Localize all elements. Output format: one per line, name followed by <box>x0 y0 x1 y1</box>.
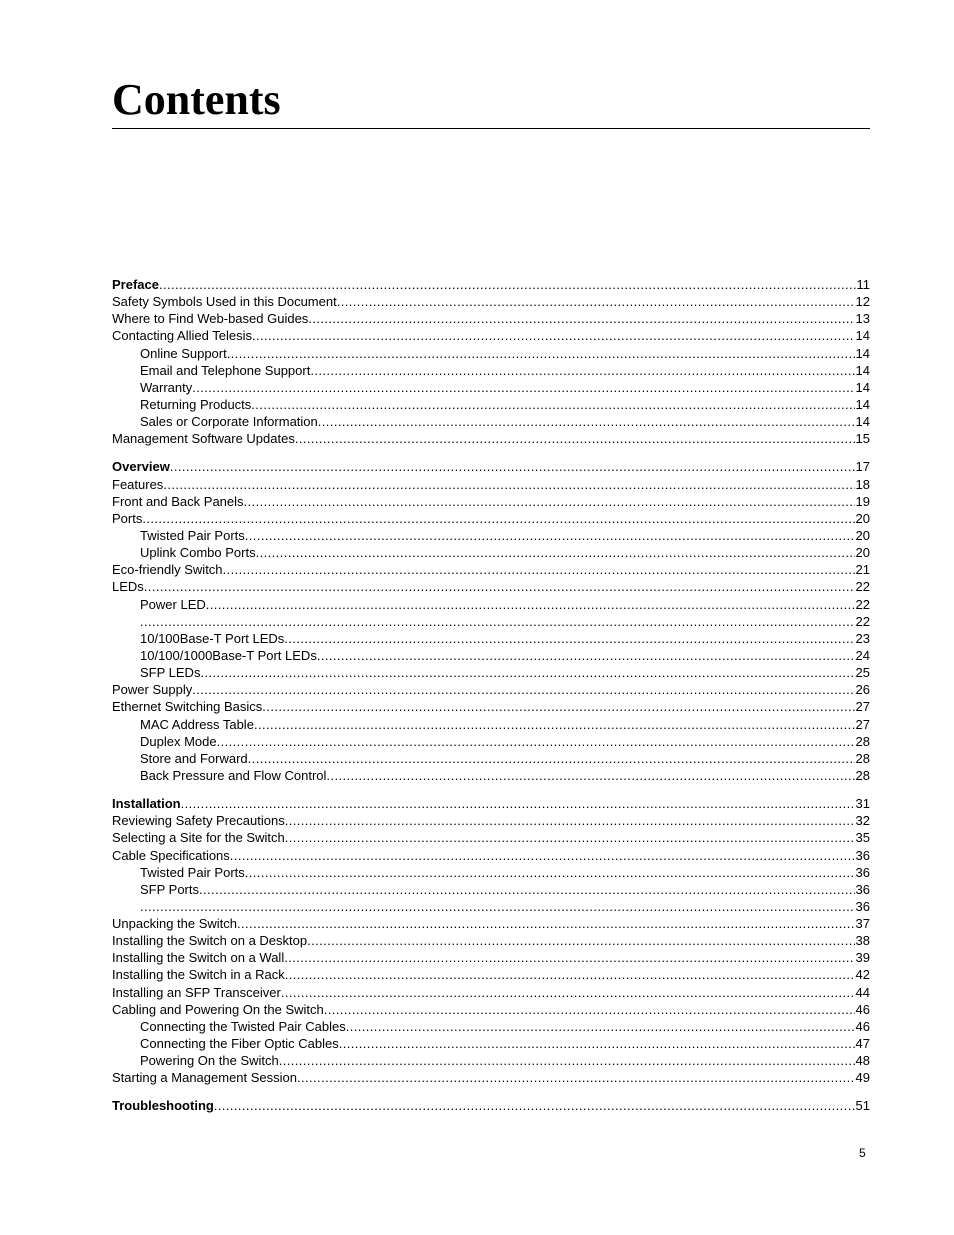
dot-leader <box>317 647 855 664</box>
dot-leader <box>142 510 854 527</box>
toc-entry-page: 49 <box>855 1070 870 1086</box>
dot-leader <box>262 698 854 715</box>
toc-entry[interactable] <box>112 596 870 613</box>
toc-entry-label: Store and Forward <box>140 750 248 766</box>
dot-leader <box>170 458 855 475</box>
toc-entry-label: Warranty <box>140 379 193 395</box>
toc-entry[interactable] <box>112 1001 870 1018</box>
dot-leader <box>245 527 855 544</box>
toc-entry[interactable] <box>112 915 870 932</box>
toc-entry-label: Duplex Mode <box>140 733 217 749</box>
toc-entry-label: Powering On the Switch <box>140 1053 279 1069</box>
toc-entry-page: 44 <box>855 984 870 1000</box>
toc-entry[interactable] <box>112 1035 870 1052</box>
toc-entry-label: Twisted Pair Ports <box>140 864 245 880</box>
toc-entry-page: 14 <box>855 362 870 378</box>
toc-entry-page: 22 <box>855 613 870 629</box>
toc-entry[interactable] <box>112 493 870 510</box>
toc-entry[interactable] <box>112 630 870 647</box>
toc-entry[interactable] <box>112 310 870 327</box>
toc-entry-label: Troubleshooting <box>112 1098 214 1114</box>
toc-entry[interactable] <box>112 413 870 430</box>
toc-entry[interactable] <box>112 795 870 812</box>
toc-entry-label: Power Supply <box>112 682 193 698</box>
toc-entry-page: 19 <box>855 493 870 509</box>
dot-leader <box>199 881 855 898</box>
dot-leader <box>223 561 855 578</box>
toc-entry-page: 14 <box>855 414 870 430</box>
dot-leader <box>308 310 854 327</box>
toc-entry[interactable] <box>112 362 870 379</box>
toc-entry-label: Uplink Combo Ports <box>140 545 256 561</box>
dot-leader <box>192 379 854 396</box>
toc-entry-page: 18 <box>855 476 870 492</box>
toc-entry-label: Sales or Corporate Information <box>140 414 318 430</box>
toc-entry-label: Unpacking the Switch <box>112 916 238 932</box>
toc-entry[interactable] <box>112 750 870 767</box>
toc-entry-label: Overview <box>112 459 170 475</box>
dot-leader <box>318 413 855 430</box>
toc-entry-label: Installing the Switch on a Desktop <box>112 933 308 949</box>
toc-entry-page: 14 <box>855 328 870 344</box>
toc-entry-page: 46 <box>855 1001 870 1017</box>
toc-entry-label: Installing an SFP Transceiver <box>112 984 281 1000</box>
toc-entry-label: Where to Find Web-based Guides <box>112 311 309 327</box>
page-number: 5 <box>859 1146 866 1160</box>
dot-leader <box>217 733 855 750</box>
toc-entry-page: 28 <box>855 767 870 783</box>
toc-entry-label: Returning Products <box>140 396 252 412</box>
toc-entry-label: Connecting the Fiber Optic Cables <box>140 1036 339 1052</box>
toc-entry[interactable] <box>112 544 870 561</box>
toc-entry[interactable] <box>112 1097 870 1114</box>
toc-entry-page: 47 <box>855 1036 870 1052</box>
toc-entry-label: Installation <box>112 796 181 812</box>
toc-entry[interactable] <box>112 664 870 681</box>
toc-entry[interactable] <box>112 327 870 344</box>
toc-entry-page: 11 <box>856 277 870 292</box>
dot-leader <box>245 864 855 881</box>
toc-entry-page: 14 <box>855 345 870 361</box>
toc-entry[interactable] <box>112 396 870 413</box>
toc-entry-page: 21 <box>855 562 870 578</box>
toc-entry-label: Twisted Pair Ports <box>140 527 245 543</box>
toc-entry-page: 36 <box>855 847 870 863</box>
toc-entry[interactable] <box>112 510 870 527</box>
toc-entry[interactable] <box>112 681 870 698</box>
toc-entry-page: 28 <box>855 750 870 766</box>
dot-leader <box>285 812 855 829</box>
toc-entry[interactable] <box>112 898 870 915</box>
dot-leader <box>140 898 855 915</box>
toc-entry[interactable] <box>112 345 870 362</box>
dot-leader <box>206 596 855 613</box>
dot-leader <box>284 630 854 647</box>
toc-entry-label: SFP Ports <box>140 881 200 897</box>
dot-leader <box>252 327 855 344</box>
toc-entry[interactable] <box>112 561 870 578</box>
dot-leader <box>159 276 856 293</box>
toc-entry-label: 10/100Base-T Port LEDs <box>140 630 285 646</box>
toc-entry[interactable] <box>112 716 870 733</box>
toc-entry-page: 27 <box>855 699 870 715</box>
toc-entry-label: Front and Back Panels <box>112 493 244 509</box>
dot-leader <box>310 362 854 379</box>
toc-entry[interactable] <box>112 733 870 750</box>
dot-leader <box>337 293 855 310</box>
dot-leader <box>144 578 855 595</box>
toc-entry[interactable] <box>112 984 870 1001</box>
toc-entry[interactable] <box>112 430 870 447</box>
toc-entry-label: MAC Address Table <box>140 716 254 732</box>
dot-leader <box>200 664 854 681</box>
dot-leader <box>256 544 855 561</box>
toc-entry-page: 46 <box>855 1018 870 1034</box>
dot-leader <box>237 915 855 932</box>
toc-entry-page: 31 <box>855 796 870 812</box>
toc-entry-page: 28 <box>855 733 870 749</box>
dot-leader <box>279 1052 855 1069</box>
toc-entry[interactable] <box>112 458 870 475</box>
toc-entry[interactable] <box>112 1018 870 1035</box>
dot-leader <box>324 1001 855 1018</box>
dot-leader <box>244 493 855 510</box>
toc-entry[interactable] <box>112 698 870 715</box>
page-title: Contents <box>112 75 281 124</box>
toc-entry-label: Starting a Management Session <box>112 1070 297 1086</box>
toc-entry[interactable] <box>112 1052 870 1069</box>
dot-leader <box>140 613 855 630</box>
toc-entry[interactable] <box>112 966 870 983</box>
dot-leader <box>307 932 854 949</box>
toc-entry-page: 26 <box>855 682 870 698</box>
toc-entry-label: Selecting a Site for the Switch <box>112 830 285 846</box>
dot-leader <box>214 1097 855 1114</box>
toc-entry[interactable] <box>112 613 870 630</box>
toc-entry[interactable] <box>112 276 870 293</box>
dot-leader <box>285 829 855 846</box>
dot-leader <box>281 984 855 1001</box>
dot-leader <box>163 476 854 493</box>
dot-leader <box>295 430 855 447</box>
dot-leader <box>285 966 855 983</box>
dot-leader <box>181 795 855 812</box>
toc-entry-page: 32 <box>855 813 870 829</box>
toc-entry-label: Ethernet Switching Basics <box>112 699 263 715</box>
toc-entry-label: 10/100/1000Base-T Port LEDs <box>140 647 317 663</box>
toc-entry-label: Reviewing Safety Precautions <box>112 813 285 829</box>
toc-entry-page: 12 <box>855 294 870 310</box>
toc-entry-label: Power LED <box>140 596 206 612</box>
toc-entry[interactable] <box>112 476 870 493</box>
toc-entry-page: 20 <box>855 545 870 561</box>
toc-entry[interactable] <box>112 767 870 784</box>
toc-entry[interactable] <box>112 527 870 544</box>
toc-entry-label: Eco-friendly Switch <box>112 562 223 578</box>
toc-entry-page: 15 <box>855 431 870 447</box>
toc-entry-page: 23 <box>855 630 870 646</box>
toc-entry-page: 36 <box>855 898 870 914</box>
dot-leader <box>326 767 854 784</box>
dot-leader <box>251 396 854 413</box>
toc-entry[interactable] <box>112 847 870 864</box>
toc-entry-page: 20 <box>855 510 870 526</box>
toc-entry-label: LEDs <box>112 579 144 595</box>
toc-entry-page: 39 <box>855 950 870 966</box>
dot-leader <box>192 681 854 698</box>
toc-entry[interactable] <box>112 647 870 664</box>
toc-entry-page: 27 <box>855 716 870 732</box>
toc-entry-label: Installing the Switch in a Rack <box>112 967 285 983</box>
toc-entry-page: 37 <box>855 916 870 932</box>
dot-leader <box>254 716 855 733</box>
dot-leader <box>346 1018 855 1035</box>
toc-entry-label: Ports <box>112 510 143 526</box>
toc-entry-label: SFP LEDs <box>140 665 201 681</box>
toc-entry-page: 14 <box>855 379 870 395</box>
dot-leader <box>339 1035 855 1052</box>
toc-entry-label: Connecting the Twisted Pair Cables <box>140 1018 346 1034</box>
table-of-contents <box>112 276 870 1115</box>
toc-entry-page: 38 <box>855 933 870 949</box>
toc-entry-label: Cabling and Powering On the Switch <box>112 1001 324 1017</box>
toc-entry[interactable] <box>112 379 870 396</box>
toc-entry-page: 22 <box>855 579 870 595</box>
toc-entry[interactable] <box>112 578 870 595</box>
toc-entry-label: Back Pressure and Flow Control <box>140 767 327 783</box>
toc-entry-label: Cable Specifications <box>112 847 230 863</box>
toc-entry[interactable] <box>112 812 870 829</box>
dot-leader <box>227 345 855 362</box>
dot-leader <box>297 1069 855 1086</box>
dot-leader <box>230 847 855 864</box>
toc-entry[interactable] <box>112 293 870 310</box>
toc-entry-label: Features <box>112 476 164 492</box>
dot-leader <box>284 949 854 966</box>
toc-entry-label: Installing the Switch on a Wall <box>112 950 285 966</box>
toc-entry-label: Management Software Updates <box>112 431 295 447</box>
toc-entry-label: Email and Telephone Support <box>140 362 311 378</box>
toc-entry-page: 22 <box>855 596 870 612</box>
toc-entry-label: Online Support <box>140 345 227 361</box>
toc-entry[interactable] <box>112 949 870 966</box>
toc-entry[interactable] <box>112 1069 870 1086</box>
toc-entry-page: 36 <box>855 881 870 897</box>
toc-entry-page: 42 <box>855 967 870 983</box>
toc-entry[interactable] <box>112 881 870 898</box>
toc-entry[interactable] <box>112 932 870 949</box>
toc-entry-page: 51 <box>855 1098 870 1114</box>
dot-leader <box>248 750 855 767</box>
toc-entry[interactable] <box>112 864 870 881</box>
title-rule <box>112 128 870 129</box>
toc-entry-page: 25 <box>855 665 870 681</box>
toc-entry[interactable] <box>112 829 870 846</box>
toc-entry-page: 13 <box>855 311 870 327</box>
toc-entry-page: 36 <box>855 864 870 880</box>
toc-entry-label: Preface <box>112 277 159 292</box>
toc-entry-page: 17 <box>855 459 870 475</box>
toc-entry-page: 20 <box>855 527 870 543</box>
toc-entry-page: 14 <box>855 396 870 412</box>
toc-entry-label: Safety Symbols Used in this Document <box>112 294 337 310</box>
toc-entry-page: 35 <box>855 830 870 846</box>
toc-entry-page: 48 <box>855 1053 870 1069</box>
toc-entry-label: Contacting Allied Telesis <box>112 328 252 344</box>
toc-entry-page: 24 <box>855 647 870 663</box>
